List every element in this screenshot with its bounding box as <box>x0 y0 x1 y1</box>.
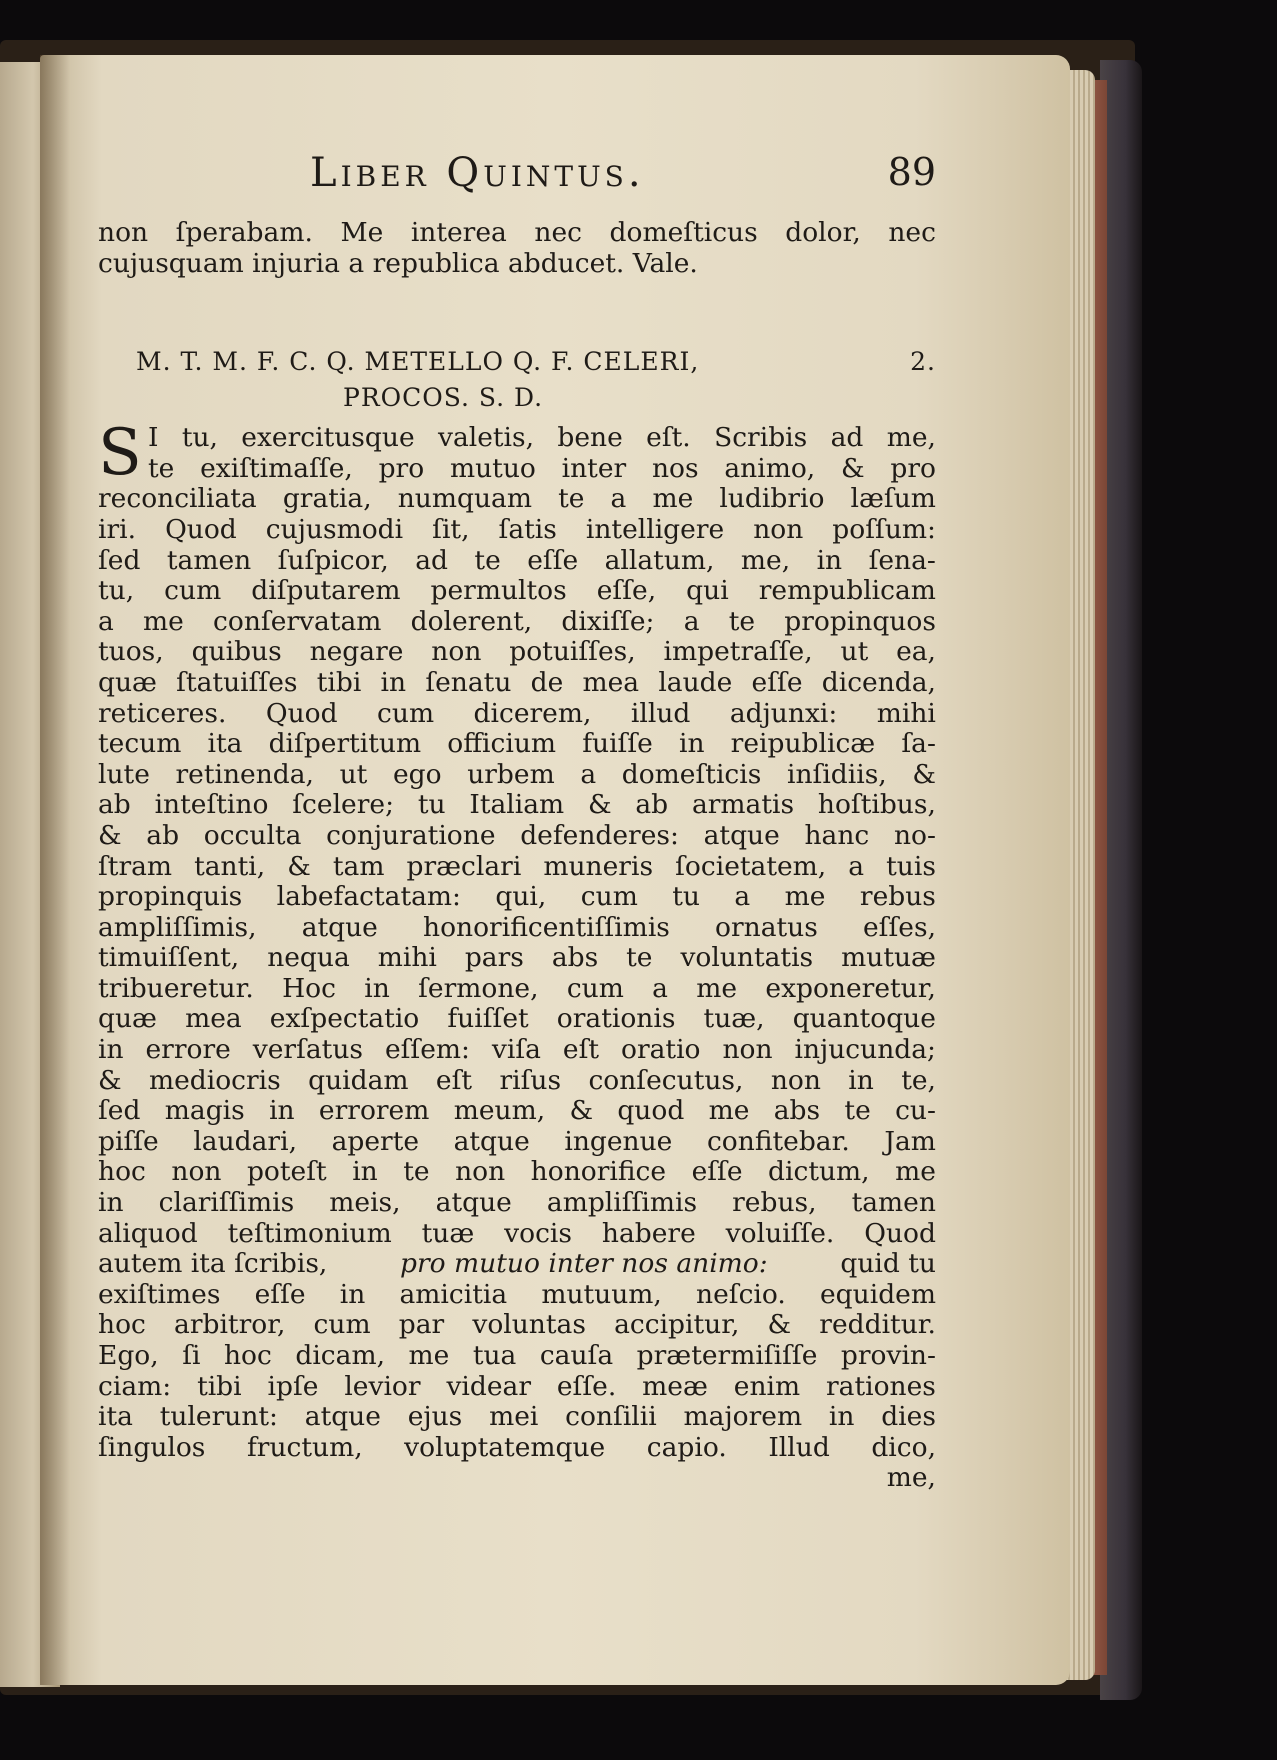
text-line: reticeres. Quod cum dicerem, illud adjunxi: mihi <box>98 697 936 729</box>
text-line: quæ mea exſpectatio fuiſſet orationis tuæ, quantoque <box>98 1003 936 1035</box>
letter-heading-line2: PROCOS. S. D. <box>343 383 544 413</box>
running-title: Liber Quintus. <box>310 150 645 196</box>
text-line: a me conſervatam dolerent, dixiſſe; a te propinquos <box>98 605 936 637</box>
letter-heading <box>98 347 936 419</box>
text-line: ſingulos fructum, voluptatemque capio. Illud dico, <box>98 1431 936 1463</box>
text-line: Ego, ſi hoc dicam, me tua cauſa prætermiſiſſe provin- <box>98 1340 936 1371</box>
running-head <box>98 150 936 210</box>
text-line: ſed tamen ſuſpicor, ad te eſſe allatum, me, in ſena- <box>98 544 936 576</box>
page-number: 89 <box>887 150 936 194</box>
text-line: non ſperabam. Me interea nec domeſticus dolor, nec <box>98 217 936 248</box>
text-line: tecum ita diſpertitum officium fuiſſe in reipublicæ ſa- <box>98 728 936 760</box>
text-line: & mediocris quidam eſt riſus conſecutus, non in te, <box>98 1064 936 1096</box>
drop-cap: S <box>98 416 142 491</box>
text-line: & ab occulta conjuratione defenderes: atque hanc no- <box>98 819 936 851</box>
text-line: lute retinenda, ut ego urbem a domeſticis inſidiis, & <box>98 758 936 790</box>
text-line: hoc arbitror, cum par voluntas accipitur, & redditur. <box>98 1309 936 1341</box>
text-line: tuos, quibus negare non potuiſſes, impetraſſe, ut ea, <box>98 636 936 668</box>
text-line: cujusquam injuria a republica abducet. Vale. <box>98 247 698 279</box>
text-line: ita tulerunt: atque ejus mei conſilii majorem in dies <box>98 1401 936 1433</box>
text-line: I tu, exercitusque valetis, bene eſt. Scribis ad me, <box>148 422 936 454</box>
letter-body <box>98 416 936 1494</box>
text-line: aliquod teſtimonium tuæ vocis habere voluiſſe. Quod <box>98 1217 936 1249</box>
catchword: me, <box>886 1462 936 1494</box>
text-line: te exiſtimaſſe, pro mutuo inter nos animo, & pro <box>148 452 936 484</box>
text-line-with-italic <box>98 1249 936 1280</box>
text-line: ab inteſtino ſcelere; tu Italiam & ab armatis hoſtibus, <box>98 789 936 821</box>
text-line: timuiſſent, nequa mihi pars abs te voluntatis mutuæ <box>98 942 936 974</box>
text-line: iri. Quod cujusmodi ſit, ſatis intelligere non poſſum: <box>98 513 936 545</box>
letter-heading-line1: M. T. M. F. C. Q. METELLO Q. F. CELERI, <box>136 347 700 377</box>
text-line: ampliſſimis, atque honorificentiſſimis ornatus eſſes, <box>98 911 936 943</box>
text-line: ſed magis in errorem meum, & quod me abs te cu- <box>98 1095 936 1127</box>
italic-line-before: autem ita ſcribis, <box>98 1248 328 1280</box>
text-line: exiſtimes eſſe in amicitia mutuum, neſcio. equidem <box>98 1278 936 1310</box>
text-line: in errore verſatus eſſem: viſa eſt oratio non injucunda; <box>98 1034 936 1066</box>
text-line: tu, cum diſputarem permultos eſſe, qui rempublicam <box>98 575 936 607</box>
italic-line-after: quid tu <box>840 1248 936 1280</box>
page-content <box>98 150 936 1494</box>
letter-number: 2. <box>910 347 936 377</box>
opening-paragraph <box>98 218 936 279</box>
text-line: propinquis labefactatam: qui, cum tu a me rebus <box>98 881 936 913</box>
italic-quote: pro mutuo inter nos animo: <box>400 1248 768 1280</box>
text-line: piſſe laudari, aperte atque ingenue confitebar. Jam <box>98 1125 936 1157</box>
text-line: in clariſſimis meis, atque ampliſſimis rebus, tamen <box>98 1187 936 1219</box>
text-line: quæ ſtatuiſſes tibi in ſenatu de mea laude eſſe dicenda, <box>98 666 936 698</box>
text-line: tribueretur. Hoc in ſermone, cum a me exponeretur, <box>98 972 936 1004</box>
text-line: reconciliata gratia, numquam te a me ludibrio læſum <box>98 483 936 515</box>
text-line: ſtram tanti, & tam præclari muneris ſocietatem, a tuis <box>98 850 936 882</box>
page-gutter-shadow <box>40 55 70 1685</box>
text-line: ciam: tibi ipſe levior videar eſſe. meæ enim rationes <box>98 1370 936 1402</box>
text-line: hoc non poteſt in te non honorifice eſſe dictum, me <box>98 1156 936 1188</box>
